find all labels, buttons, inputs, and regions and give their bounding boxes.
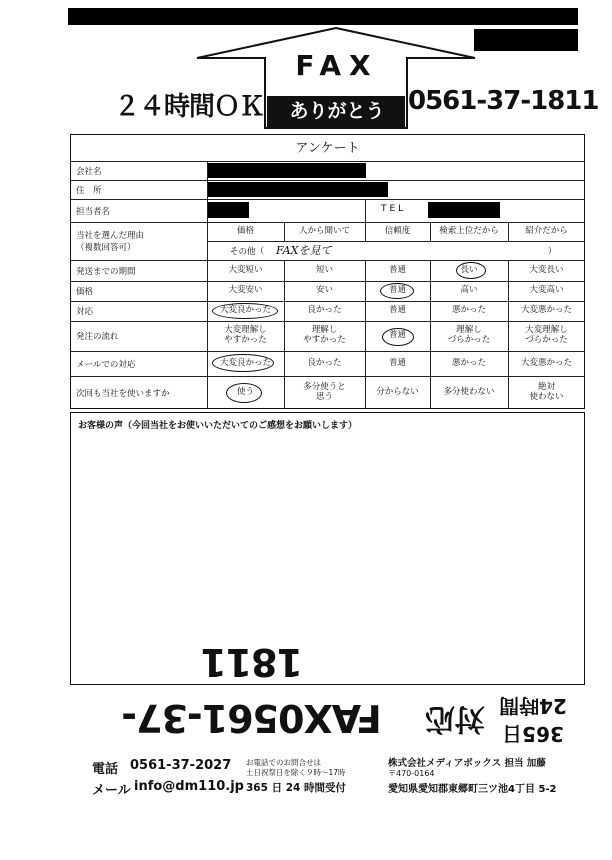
mail-label: メールでの対応 <box>76 359 136 370</box>
price-option-4: 高い <box>460 285 478 296</box>
next-option-3: 分からない <box>376 386 419 397</box>
customer-voice-box <box>70 412 585 685</box>
phone-number: 0561-37-2027 <box>130 758 232 773</box>
reason-option-price: 価格 <box>236 225 254 236</box>
address-label: 住 所 <box>76 185 102 196</box>
tel-label: TEL <box>381 204 407 214</box>
next-answer-circle <box>226 383 262 403</box>
upside-24: 24時間 <box>499 694 567 718</box>
postal-code: 〒470-0164 <box>388 769 435 778</box>
24h-ok-label: ２４時間ＯＫ <box>114 92 265 122</box>
address-value-redacted <box>208 182 388 197</box>
phone-label: 電話 <box>92 762 119 777</box>
flow-answer-circle <box>382 328 414 346</box>
price-answer-circle <box>380 283 414 299</box>
hours-note-2: 土日祝祭日を除く９時〜17時 <box>246 768 346 777</box>
reason-option-trust: 信頼度 <box>384 225 411 236</box>
delivery-answer-circle <box>456 262 486 279</box>
mail-option-4: 悪かった <box>451 357 486 368</box>
mail-answer-circle <box>212 354 274 372</box>
price-option-1: 大変安い <box>228 285 263 296</box>
mail-address[interactable]: info@dm110.jp <box>134 779 244 794</box>
flow-option-4: 理解し づらかった <box>447 325 491 345</box>
price-label: 価格 <box>76 287 94 297</box>
flow-option-1: 大変理解し やすかった <box>224 325 267 345</box>
reason-other-handwritten: FAXを見て <box>276 244 332 257</box>
flow-option-2: 理解し やすかった <box>303 325 346 345</box>
survey-title: アンケート <box>295 141 360 156</box>
delivery-option-3: 普通 <box>388 264 406 275</box>
next-option-1: 使う <box>236 386 254 397</box>
person-label: 担当者名 <box>76 206 111 217</box>
service-label: 対応 <box>76 307 94 317</box>
fax-number: 0561-37-1811 <box>408 86 599 116</box>
price-option-2: 安い <box>315 285 333 296</box>
price-option-5: 大変高い <box>529 285 564 296</box>
service-option-3: 普通 <box>388 305 406 316</box>
redaction-bar-top <box>68 8 578 25</box>
reception-hours: 365 日 24 時間受付 <box>246 782 346 794</box>
upside-fax-number: FAX0561-37-1811 <box>122 640 382 740</box>
reason-label: 当社を選んだ理由 （複数回答可） <box>76 231 145 253</box>
upside-365: 365日 <box>502 722 564 746</box>
fax-label: FAX <box>295 49 379 82</box>
delivery-option-2: 短い <box>315 264 333 275</box>
person-value-redacted <box>208 202 249 218</box>
service-answer-circle <box>212 303 278 319</box>
flow-option-3: 普通 <box>388 330 406 341</box>
hours-note-1: お電話でのお問合せは <box>246 758 321 767</box>
upside-taiou: 対応 <box>425 701 485 736</box>
next-option-2: 多分使うと 思う <box>303 381 346 402</box>
mail-option-3: 普通 <box>388 357 406 368</box>
reason-option-word-of-mouth: 人から聞いて <box>298 225 350 236</box>
company-name: 株式会社メディアボックス 担当 加藤 <box>388 758 546 769</box>
flow-label: 発注の流れ <box>76 332 119 342</box>
flow-option-5: 大変理解し づらかった <box>525 325 568 345</box>
service-option-2: 良かった <box>307 305 342 316</box>
delivery-option-1: 大変短い <box>228 264 263 275</box>
mail-option-1: 大変良かった <box>219 357 271 368</box>
service-option-1: 大変良かった <box>219 305 271 316</box>
next-option-4: 多分使わない <box>443 386 495 397</box>
tel-value-redacted <box>428 202 500 218</box>
redaction-bar-right <box>474 29 578 51</box>
company-label: 会社名 <box>76 166 102 177</box>
delivery-label: 発送までの期間 <box>76 266 136 277</box>
arigatou-label: ありがとう <box>289 100 385 122</box>
mail-option-2: 良かった <box>307 357 342 368</box>
customer-voice-label: お客様の声（今回当社をお使いいただいてのご感想をお願いします） <box>78 421 358 431</box>
service-option-5: 大変悪かった <box>520 305 572 316</box>
reason-option-referral: 紹介だから <box>525 225 568 236</box>
mail-label-footer: メール <box>92 783 131 798</box>
reason-other-prefix: その他（ <box>230 247 265 257</box>
service-option-4: 悪かった <box>451 305 486 316</box>
delivery-option-5: 大変長い <box>529 264 564 275</box>
next-option-5: 絶対 使わない <box>529 381 564 402</box>
next-label: 次回も当社を使いますか <box>76 388 170 399</box>
delivery-option-4: 長い <box>460 264 478 275</box>
company-value-redacted <box>208 163 366 178</box>
reason-option-search: 検索上位だから <box>439 225 499 236</box>
reason-other-suffix: ） <box>548 247 557 257</box>
company-address: 愛知県愛知郡東郷町三ツ池4丁目 5-2 <box>388 784 557 795</box>
mail-option-5: 大変悪かった <box>520 357 572 368</box>
price-option-3: 普通 <box>388 285 406 296</box>
